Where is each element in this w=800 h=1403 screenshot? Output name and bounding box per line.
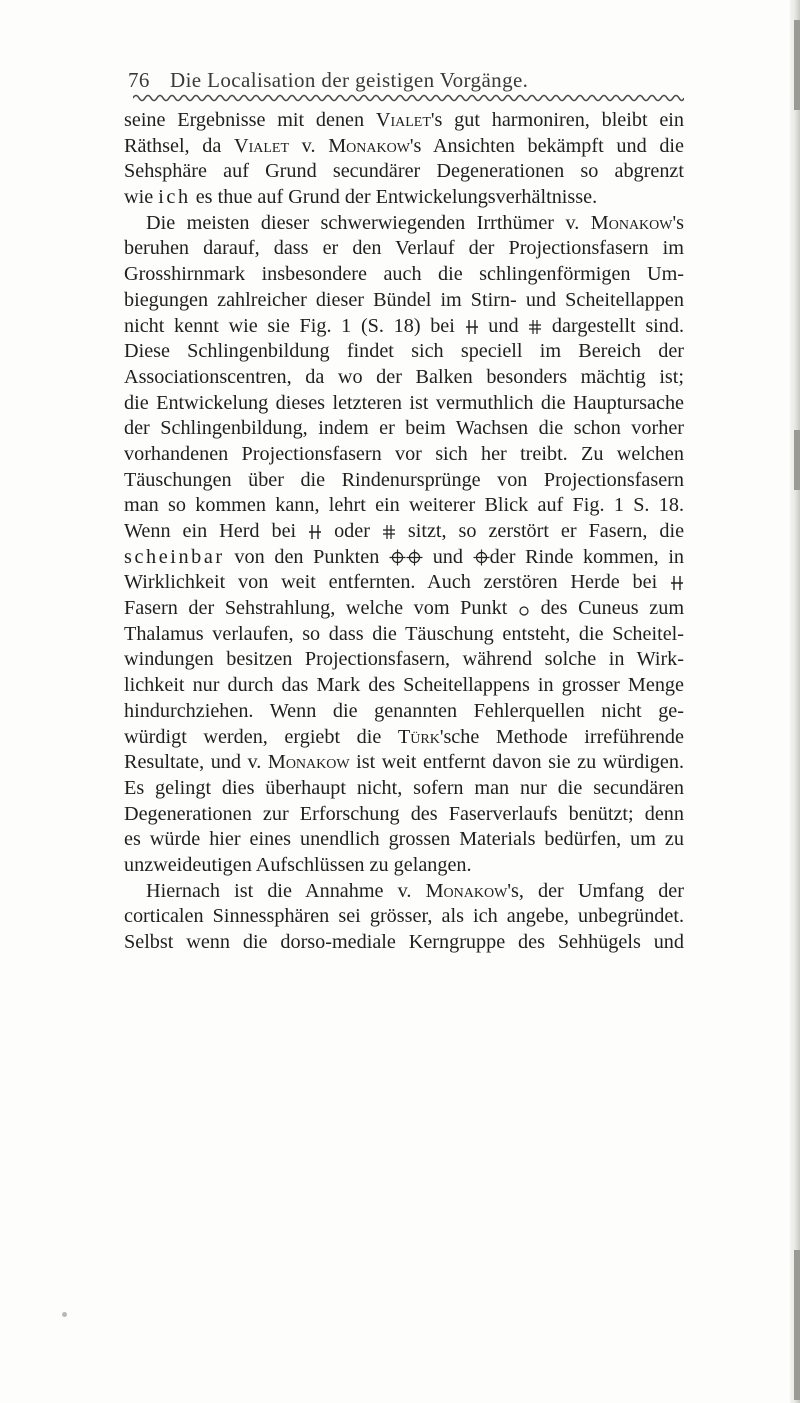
author-name: Monakow (267, 751, 350, 774)
text-line (124, 776, 684, 802)
text-line (124, 314, 684, 340)
text-line (124, 853, 684, 879)
text-run: Diese Schlingenbildung findet sich speciell im Bereich der (124, 340, 684, 363)
cross-circle-symbol (473, 548, 490, 571)
text-run: Sehsphäre auf Grund secundärer Degenerationen so abgrenzt (124, 160, 684, 183)
text-line (124, 570, 684, 596)
text-run: corticalen Sinnessphären sei grösser, als ich angebe, unbegründet. (124, 905, 684, 928)
text-run: 'sche Methode irreführende (439, 725, 684, 748)
cross-circle-symbol (389, 548, 406, 571)
text-line (124, 827, 684, 853)
text-line (124, 699, 684, 725)
text-line (124, 442, 684, 468)
edge-mark (794, 430, 800, 490)
small-circle-symbol (518, 599, 530, 622)
text-run: von den Punkten (224, 545, 380, 568)
text-line (124, 673, 684, 699)
text-run: 's gut harmoniren, bleibt ein (430, 109, 684, 131)
text-line (124, 211, 684, 237)
body-text (124, 108, 684, 956)
author-name: Monakow (425, 879, 508, 902)
text-run: es thue auf Grund der Entwickelungsverhältnisse. (190, 186, 598, 209)
text-line (124, 108, 684, 134)
text-run: seine Ergebnisse mit denen (124, 109, 376, 131)
text-line (124, 622, 684, 648)
text-line (124, 725, 684, 751)
text-line (124, 879, 684, 905)
page-edge-shadow (790, 0, 800, 1403)
text-line (124, 416, 684, 442)
text-run: dargestellt sind. (551, 314, 684, 337)
text-run: es würde hier eines unendlich grossen Materials bedürfen, um zu (124, 828, 684, 851)
text-line (124, 468, 684, 494)
text-run: Wirklichkeit von weit entfernten. Auch zerstören Herde bei (124, 571, 658, 594)
text-line (124, 339, 684, 365)
text-line (124, 185, 684, 211)
hash-symbol (528, 317, 542, 340)
text-run: man so kommen kann, lehrt ein weiterer Blick auf Fig. 1 S. 18. (124, 494, 684, 517)
text-line (124, 596, 684, 622)
text-run: Hiernach ist die Annahme v. (146, 879, 426, 902)
text-run: vorhandenen Projectionsfasern vor sich her treibt. Zu welchen (124, 442, 684, 465)
text-run: Associationscentren, da wo der Balken besonders mächtig ist; (124, 365, 684, 388)
text-run: der Rinde kommen, in (489, 545, 684, 568)
text-run: biegungen zahlreicher dieser Bündel im Stirn- und Scheitellappen (124, 288, 684, 311)
text-line (124, 391, 684, 417)
author-name: Vialet (375, 109, 431, 131)
text-run: Resultate, und v. (124, 751, 268, 774)
text-run: des Cuneus zum (540, 597, 684, 620)
hash-symbol (382, 522, 396, 545)
text-run: v. (289, 134, 329, 157)
text-line (124, 288, 684, 314)
text-run: und (488, 314, 519, 337)
double-cross-symbol (670, 573, 684, 596)
text-line (124, 904, 684, 930)
text-line (124, 493, 684, 519)
text-run: ist weit entfernt davon sie zu würdigen. (349, 751, 684, 774)
emphasis-text: ich (158, 186, 191, 209)
edge-mark (794, 20, 800, 110)
emphasis-text: scheinbar (124, 545, 225, 568)
text-run: lichkeit nur durch das Mark des Scheitellappens in grosser Menge (124, 674, 684, 697)
text-run: Räthsel, da (124, 134, 234, 157)
text-run: die Entwickelung dieses letzteren ist vermuthlich die Hauptursache (124, 391, 684, 414)
running-title: Die Localisation der geistigen Vorgänge. (170, 68, 529, 92)
text-line (124, 802, 684, 828)
edge-mark (794, 1250, 800, 1400)
cross-circle-symbol (406, 548, 423, 571)
text-line (124, 159, 684, 185)
text-run: der Schlingenbildung, indem er beim Wachsen die schon vorher (124, 417, 684, 440)
text-run: 's Ansichten bekämpft und die (409, 134, 684, 157)
author-name: Vialet (234, 134, 290, 157)
text-run: 's, der Umfang der (507, 879, 684, 902)
page-number: 76 (128, 68, 150, 92)
text-line (124, 236, 684, 262)
text-run: Grosshirnmark insbesondere auch die schlingenförmigen Um- (124, 263, 684, 286)
double-cross-symbol (308, 522, 322, 545)
text-line (124, 930, 684, 956)
text-run: Die meisten dieser schwerwiegenden Irrthümer v. (146, 211, 591, 234)
text-run: Degenerationen zur Erforschung des Faserverlaufs benützt; denn (124, 802, 684, 825)
author-name: Monakow (328, 134, 410, 157)
text-run: windungen besitzen Projectionsfasern, während solche in Wirk- (124, 648, 684, 671)
text-run: Thalamus verlaufen, so dass die Täuschung entsteht, die Scheitel- (124, 622, 684, 645)
text-run: Selbst wenn die dorso-mediale Kerngruppe des Sehhügels und (124, 931, 684, 953)
text-run: Wenn ein Herd bei (124, 520, 297, 542)
wavy-rule-ornament (133, 92, 684, 102)
text-run: hindurchziehen. Wenn die genannten Fehlerquellen nicht ge- (124, 699, 684, 722)
text-run: und (432, 545, 463, 568)
text-line (124, 545, 684, 571)
text-line (124, 647, 684, 673)
text-run: oder (334, 520, 370, 542)
double-cross-symbol (465, 317, 479, 340)
text-run: würdigt werden, ergiebt die (124, 725, 398, 748)
text-run: wie (124, 186, 159, 209)
text-run: nicht kennt wie sie Fig. 1 (S. 18) bei (124, 314, 455, 337)
text-line (124, 519, 684, 545)
text-run: Fasern der Sehstrahlung, welche vom Punkt (124, 597, 508, 620)
text-run: sitzt, so zerstört er Fasern, die (407, 520, 684, 542)
text-run: Täuschungen über die Rindenursprünge von Projectionsfasern (124, 468, 684, 491)
author-name: Türk (397, 725, 440, 748)
text-line (124, 134, 684, 160)
text-run: unzweideutigen Aufschlüssen zu gelangen. (124, 853, 472, 876)
text-line (124, 262, 684, 288)
text-run: Es gelingt dies überhaupt nicht, sofern man nur die secundären (124, 776, 684, 799)
text-line (124, 365, 684, 391)
text-run: beruhen darauf, dass er den Verlauf der Projectionsfasern im (124, 237, 684, 260)
paper-speck (62, 1312, 67, 1317)
author-name: Monakow (590, 211, 673, 234)
text-line (124, 750, 684, 776)
text-run: 's (672, 211, 684, 234)
